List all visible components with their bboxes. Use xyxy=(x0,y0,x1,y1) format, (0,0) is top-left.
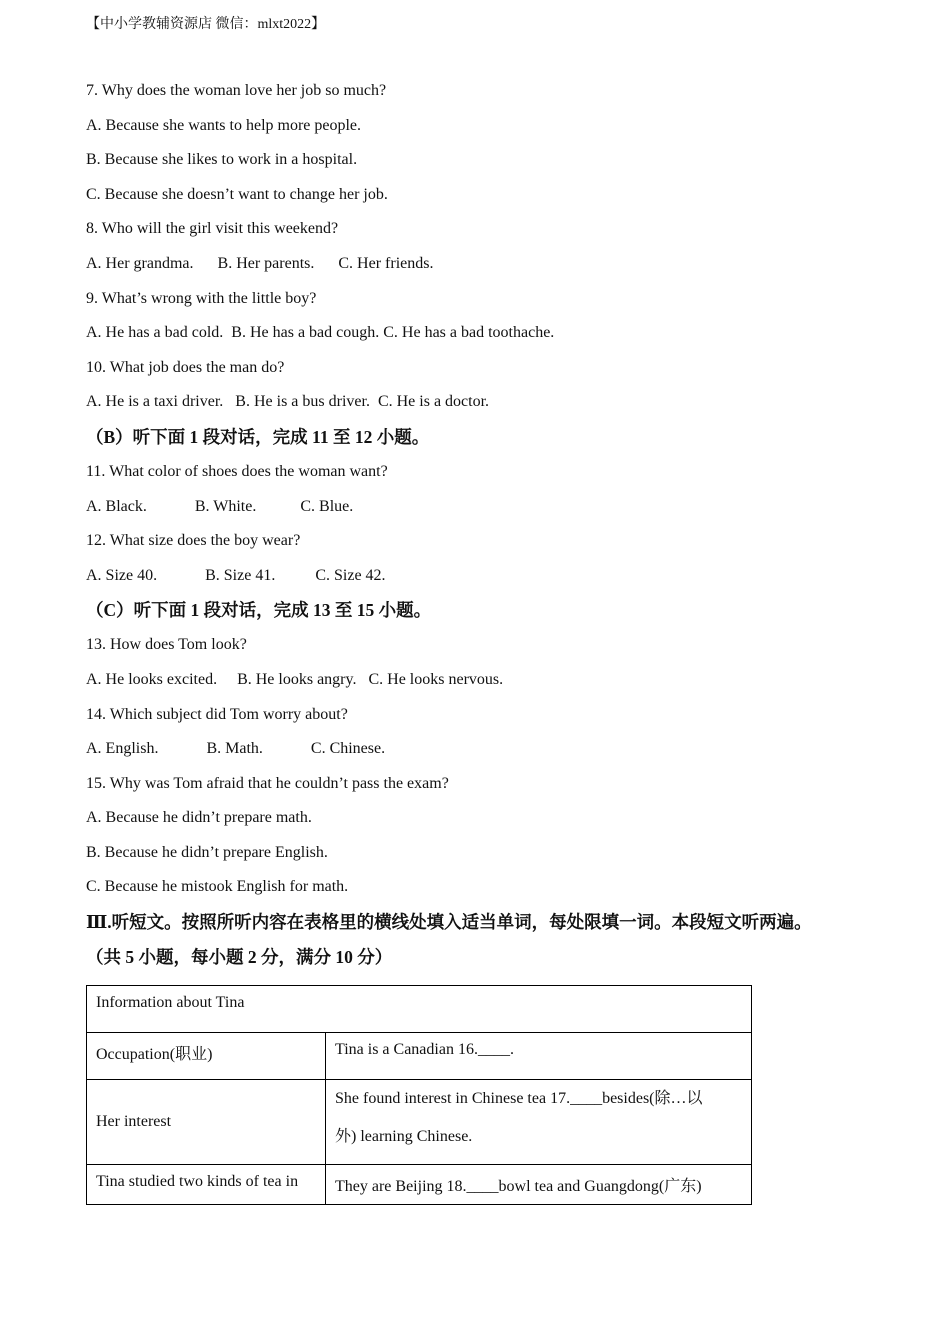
table-value-occupation: Tina is a Canadian 16.____. xyxy=(326,1033,752,1080)
section-heading: （共 5 小题，每小题 2 分，满分 10 分） xyxy=(86,947,393,968)
table-value-tea: They are Beijing 18.____bowl tea and Guangdong(广东) xyxy=(326,1165,752,1205)
answer-options: B. Because she likes to work in a hospital. xyxy=(86,151,358,169)
answer-options: A. He looks excited. B. He looks angry. C. He looks nervous. xyxy=(86,670,504,688)
question-text: 12. What size does the boy wear? xyxy=(86,532,301,550)
question-text: 9. What’s wrong with the little boy? xyxy=(86,289,317,307)
table-title: Information about Tina xyxy=(87,986,752,1033)
question-text: 10. What job does the man do? xyxy=(86,358,285,376)
answer-options: B. Because he didn’t prepare English. xyxy=(86,843,328,861)
table-title-row xyxy=(87,986,752,1033)
answer-options: A. Her grandma. B. Her parents. C. Her friends. xyxy=(86,254,434,272)
page-header-watermark: 【中小学教辅资源店 微信：mlxt2022】 xyxy=(86,17,326,32)
table-row xyxy=(87,1033,752,1080)
question-text: 11. What color of shoes does the woman want? xyxy=(86,462,388,480)
interest-line-1: She found interest in Chinese tea 17.____besides(除…以 xyxy=(335,1090,703,1107)
table-value-interest xyxy=(326,1080,752,1165)
question-text: 14. Which subject did Tom worry about? xyxy=(86,705,348,723)
question-text: 13. How does Tom look? xyxy=(86,636,247,654)
info-table xyxy=(86,985,752,1205)
answer-options: C. Because he mistook English for math. xyxy=(86,878,349,896)
answer-options: A. Black. B. White. C. Blue. xyxy=(86,497,354,515)
answer-options: A. Size 40. B. Size 41. C. Size 42. xyxy=(86,566,386,584)
answer-options: A. He is a taxi driver. B. He is a bus driver. C. He is a doctor. xyxy=(86,393,490,411)
table-label-interest: Her interest xyxy=(87,1080,326,1165)
section-heading: （C）听下面 1 段对话，完成 13 至 15 小题。 xyxy=(86,600,432,621)
section-heading: Ⅲ.听短文。按照所听内容在表格里的横线处填入适当单词，每处限填一词。本段短文听两遍。 xyxy=(86,912,812,933)
exam-content xyxy=(86,79,886,980)
answer-options: A. He has a bad cold. B. He has a bad cough. C. He has a bad toothache. xyxy=(86,324,555,342)
question-text: 8. Who will the girl visit this weekend? xyxy=(86,220,339,238)
answer-options: A. Because he didn’t prepare math. xyxy=(86,809,312,827)
table-row xyxy=(87,1080,752,1165)
table-row xyxy=(87,1165,752,1205)
interest-line-2: 外) learning Chinese. xyxy=(335,1128,473,1145)
table-label-tea: Tina studied two kinds of tea in xyxy=(87,1165,326,1205)
table-label-occupation: Occupation(职业) xyxy=(87,1033,326,1080)
section-heading: （B）听下面 1 段对话，完成 11 至 12 小题。 xyxy=(86,426,430,447)
answer-options: A. English. B. Math. C. Chinese. xyxy=(86,740,386,758)
answer-options: A. Because she wants to help more people. xyxy=(86,116,362,134)
question-text: 15. Why was Tom afraid that he couldn’t pass the exam? xyxy=(86,774,449,792)
answer-options: C. Because she doesn’t want to change her job. xyxy=(86,185,388,203)
question-text: 7. Why does the woman love her job so much? xyxy=(86,82,387,99)
